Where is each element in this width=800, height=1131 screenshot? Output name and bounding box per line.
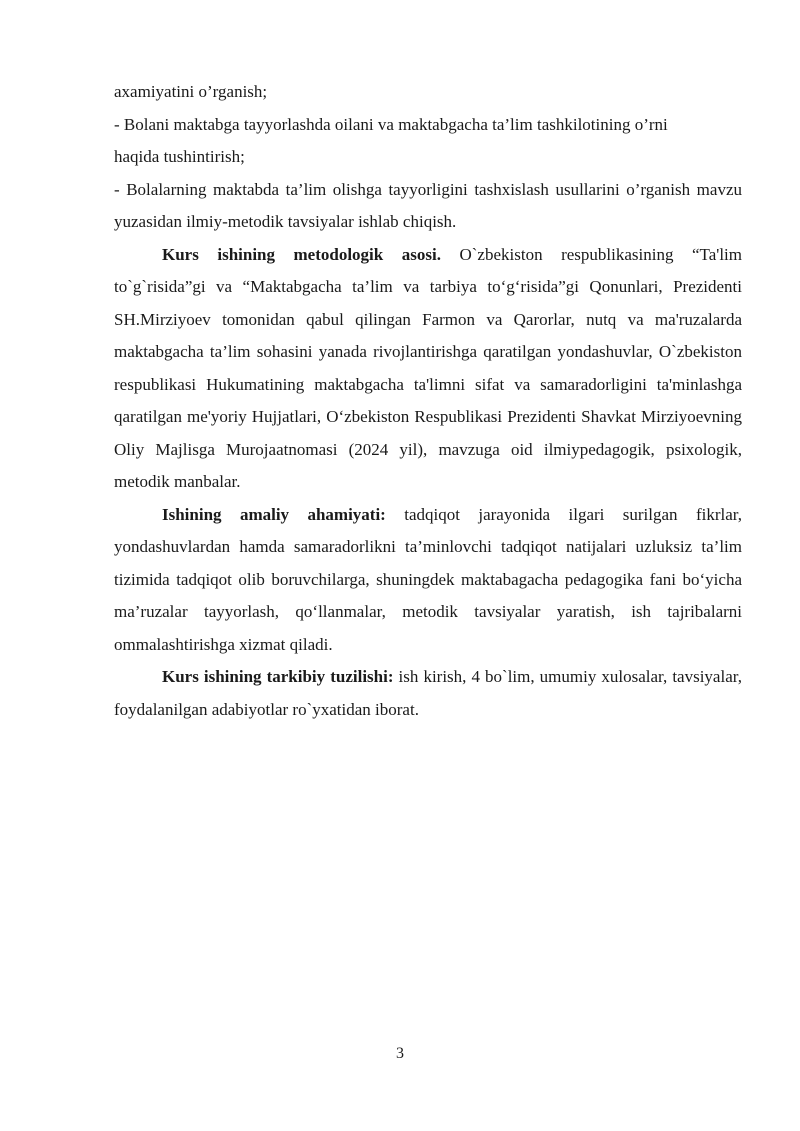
page-number: 3 bbox=[396, 1045, 404, 1062]
bullet-item: - Bolani maktabga tayyorlashda oilani va maktabgacha ta’lim tashkilotining o’rni bbox=[114, 114, 668, 134]
paragraph-text: ish kirish, 4 bo`lim, umumiy xulosalar, tavsiyalar, foydalanilgan adabiyotlar ro`yxatidan iborat. bbox=[114, 667, 742, 719]
text-line: axamiyatini o’rganish; bbox=[114, 82, 268, 101]
paragraph-text: O`zbekiston respublikasining “Ta'lim to`g`risida”gi va “Maktabgacha ta’lim va tarbiya to‘g‘risida”gi Qonunlari, Prezidenti SH.Mirziyoev tomonidan qabul qilingan Farmon va Qarorlar, nutq va ma'ruzalarda maktabgacha ta’lim sohasini yanada rivojlantirishga qaratilgan yondashuvlar, O`zbekiston respublikasi Hukumatining maktabgacha ta'limni sifat va samaradorligini ta'minlashga qaratilgan me'yoriy Hujjatlari, O‘zbekiston Respublikasi Prezidenti Shavkat Mirziyoevning Oliy Majlisga Murojaatnomasi (2024 yil), mavzuga oid ilmiypedagogik, psixologik, metodik manbalar. bbox=[114, 244, 742, 491]
paragraph-heading: Kurs ishining metodologik asosi. bbox=[162, 244, 441, 264]
paragraph-heading: Kurs ishining tarkibiy tuzilishi: bbox=[162, 667, 394, 686]
document-body bbox=[114, 76, 742, 726]
paragraph-methodology bbox=[114, 239, 742, 499]
paragraph-practical-significance bbox=[114, 499, 742, 662]
paragraph-heading: Ishining amaliy ahamiyati: bbox=[162, 504, 386, 524]
bullet-item-continuation: haqida tushintirish; bbox=[114, 147, 245, 166]
paragraph-text: tadqiqot jarayonida ilgari surilgan fikrlar, yondashuvlardan hamda samaradorlikni ta’minlovchi tadqiqot natijalari uzluksiz ta’lim tizimida tadqiqot olib boruvchilarga, shuningdek maktabagacha pedagogika fani bo‘yicha ma’ruzalar tayyorlash, qo‘llanmalar, metodik tavsiyalar yaratish, ish tajribalarni ommalashtirishga xizmat qiladi. bbox=[114, 504, 742, 654]
bullet-item: - Bolalarning maktabda ta’lim olishga tayyorligini tashxislash usullarini o’rganish mavzu yuzasidan ilmiy-metodik tavsiyalar ishlab chiqish. bbox=[114, 179, 742, 231]
paragraph-structure bbox=[114, 661, 742, 726]
